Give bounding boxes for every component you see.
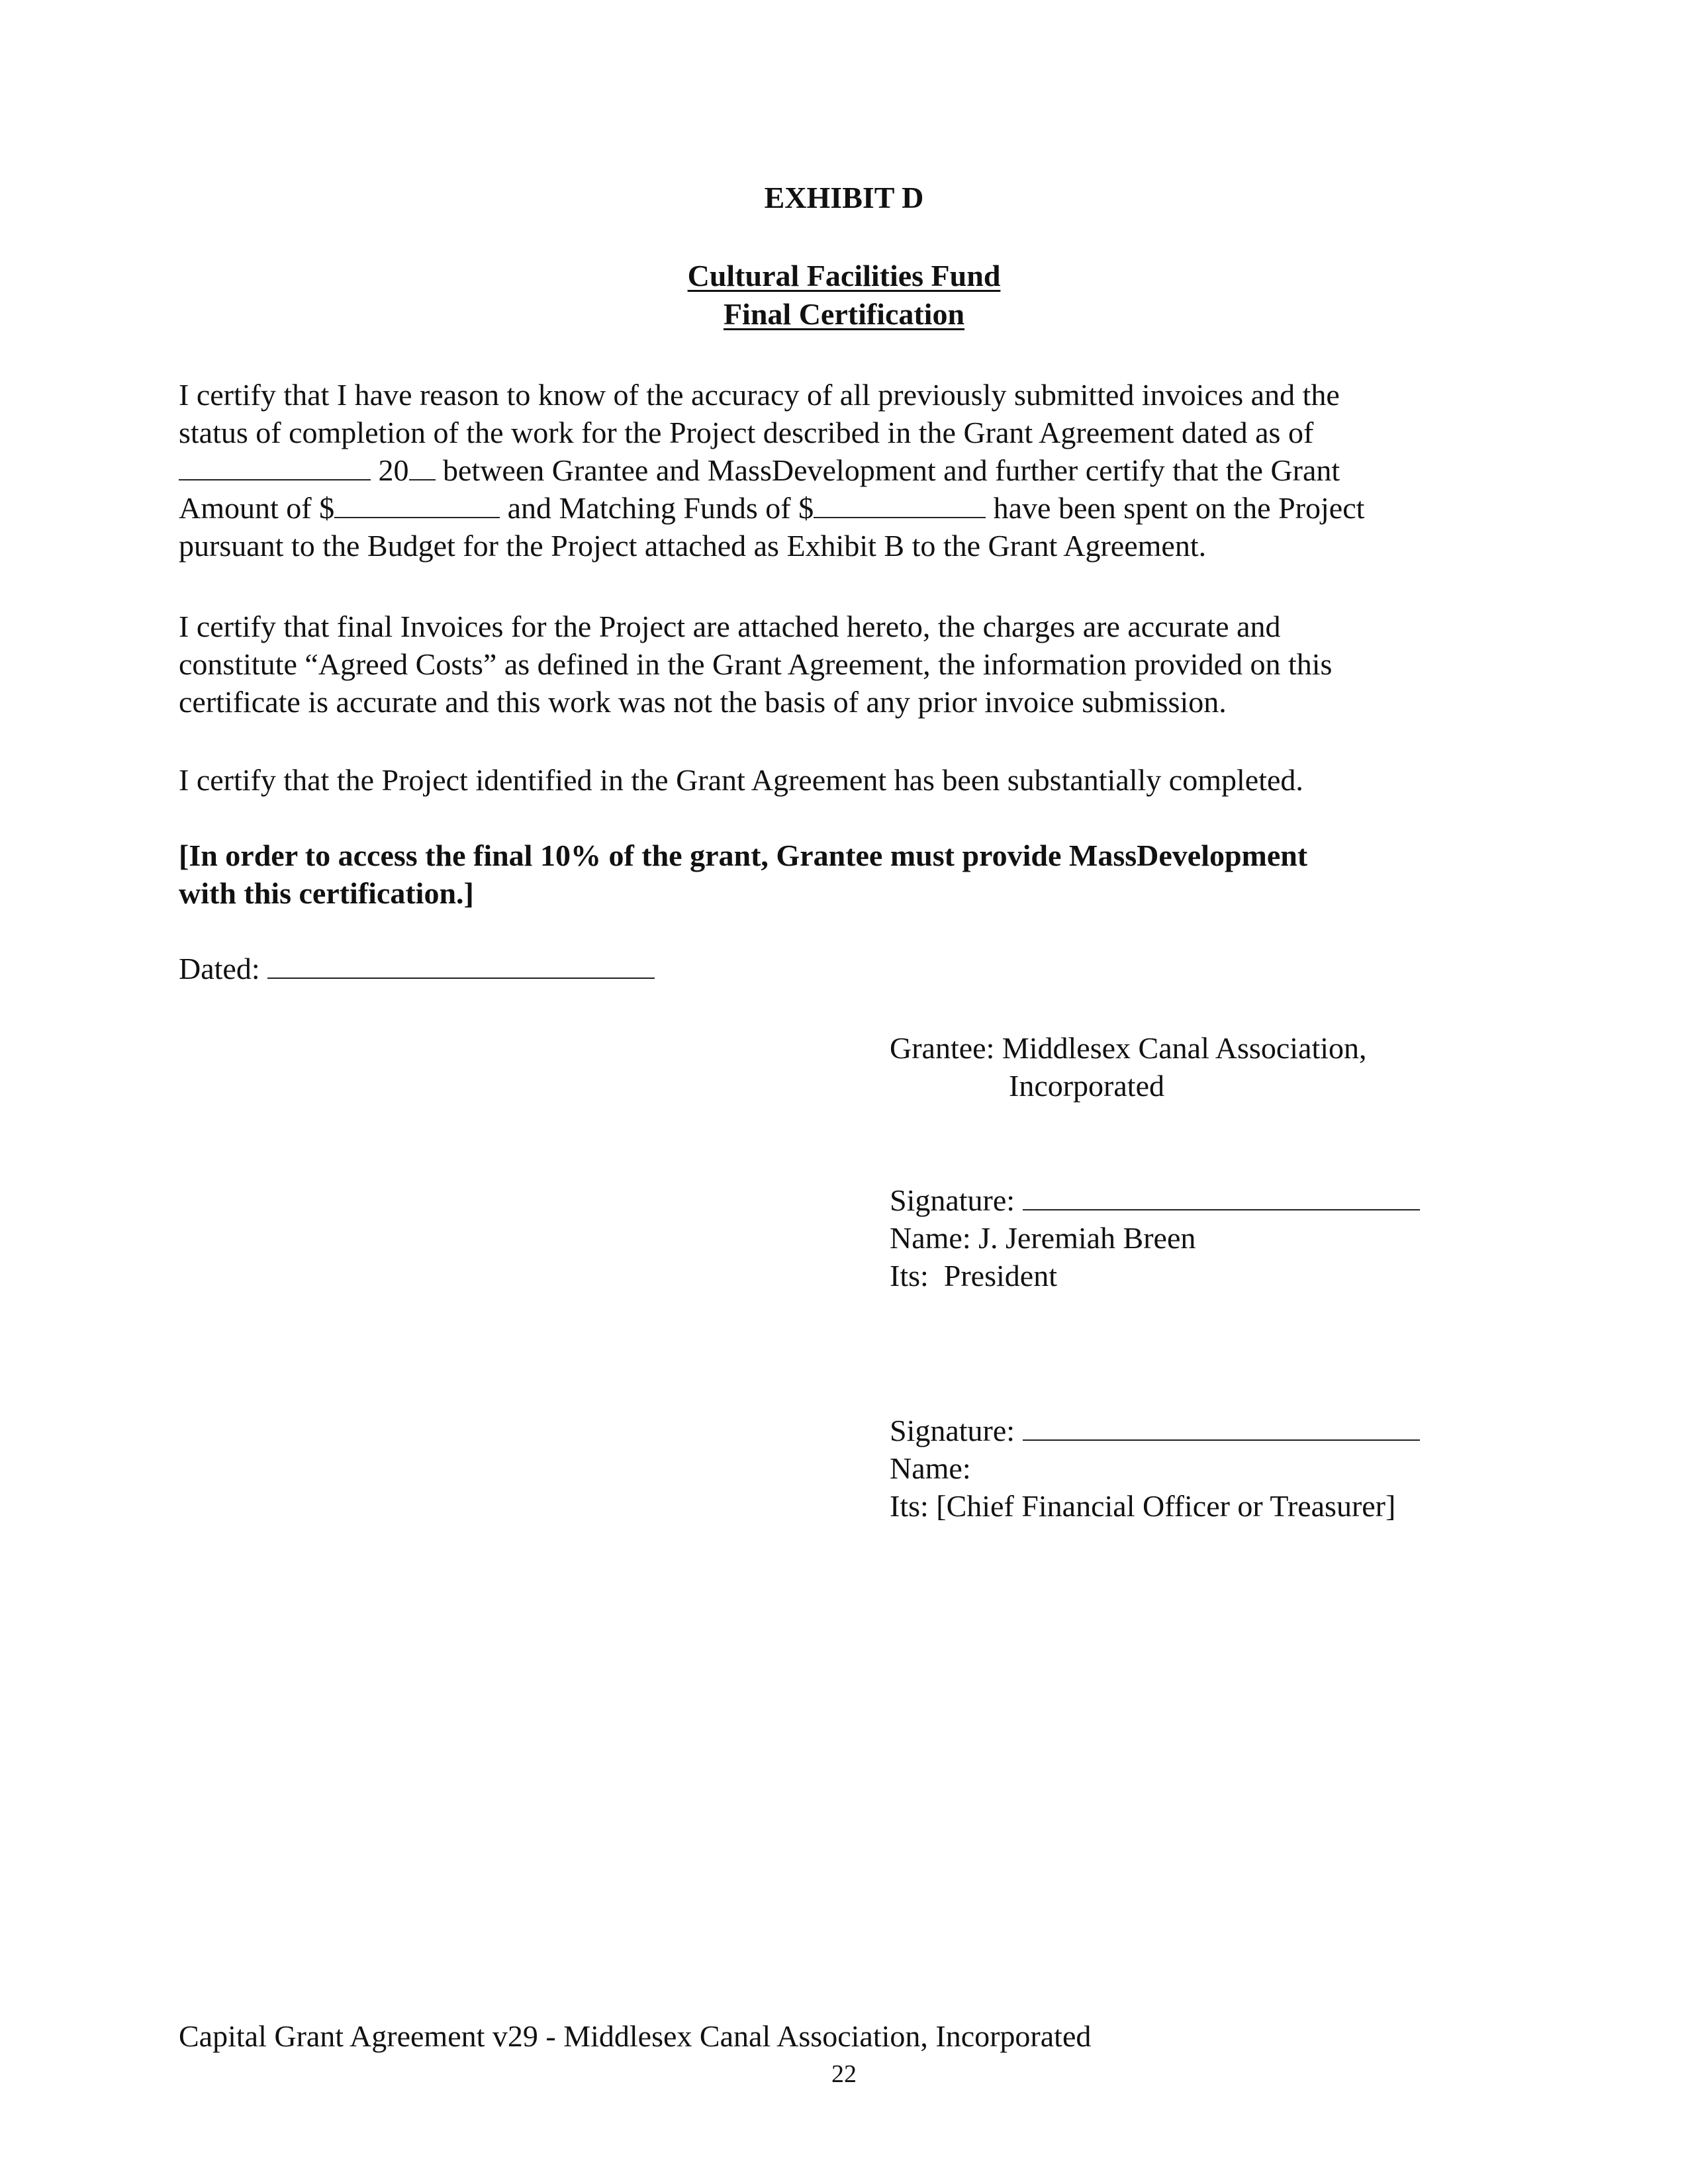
p1-line-5: pursuant to the Budget for the Project attached as Exhibit B to the Grant Agreement. xyxy=(179,529,1207,563)
grantee-block xyxy=(890,1029,1367,1105)
certification-paragraph-2 xyxy=(179,608,1509,721)
footer-text: Capital Grant Agreement v29 - Middlesex Canal Association, Incorporated xyxy=(179,2019,1092,2053)
certification-paragraph-1 xyxy=(179,376,1509,565)
signer-title-1: Its: President xyxy=(890,1259,1057,1293)
grant-amount-blank[interactable] xyxy=(334,490,500,518)
year-prefix: 20 xyxy=(378,453,409,487)
signature-block-2 xyxy=(890,1412,1420,1525)
signer-name-1: Name: J. Jeremiah Breen xyxy=(890,1221,1196,1255)
matching-funds-blank[interactable] xyxy=(814,490,986,518)
p1-line-4-text: have been spent on the Project xyxy=(993,491,1365,525)
signature-label: Signature: xyxy=(890,1183,1015,1217)
dated-field xyxy=(179,951,655,986)
document-title xyxy=(0,257,1688,334)
date-blank[interactable] xyxy=(179,453,371,480)
grantee-line-2: Incorporated xyxy=(1009,1069,1164,1103)
signature-block-1 xyxy=(890,1181,1420,1295)
title-line-2: Final Certification xyxy=(723,297,965,331)
exhibit-heading: EXHIBIT D xyxy=(764,181,924,214)
signer-title-2: Its: [Chief Financial Officer or Treasurer] xyxy=(890,1489,1396,1523)
p4-line-1: [In order to access the final 10% of the grant, Grantee must provide MassDevelopment xyxy=(179,839,1308,872)
grant-amount-label: Amount of $ xyxy=(179,491,335,525)
p1-line-3-text: between Grantee and MassDevelopment and further certify that the Grant xyxy=(443,453,1340,487)
p1-line-1: I certify that I have reason to know of the accuracy of all previously submitted invoices and the xyxy=(179,378,1340,412)
p2-line-3: certificate is accurate and this work was not the basis of any prior invoice submission. xyxy=(179,685,1227,719)
signer-name-2: Name: xyxy=(890,1451,971,1485)
certification-paragraph-3 xyxy=(179,761,1509,799)
dated-label: Dated: xyxy=(179,952,260,985)
year-blank[interactable] xyxy=(409,453,436,480)
p4-line-2: with this certification.] xyxy=(179,876,474,910)
signature-line-2 xyxy=(890,1412,1420,1449)
page-number: 22 xyxy=(831,2060,857,2088)
p2-line-1: I certify that final Invoices for the Project are attached hereto, the charges are accurate and xyxy=(179,610,1281,643)
grantee-line-1: Grantee: Middlesex Canal Association, xyxy=(890,1031,1367,1065)
dated-blank[interactable] xyxy=(267,951,655,979)
p1-line-2: status of completion of the work for the Project described in the Grant Agreement dated as of xyxy=(179,416,1314,449)
matching-funds-label: and Matching Funds of $ xyxy=(507,491,814,525)
grant-access-note xyxy=(179,837,1509,912)
signature-line-1 xyxy=(890,1181,1420,1219)
p1-line-4 xyxy=(179,489,1509,527)
p1-line-3 xyxy=(179,451,1509,489)
signature-label: Signature: xyxy=(890,1414,1015,1447)
signature-blank-2[interactable] xyxy=(1023,1413,1420,1441)
title-line-1: Cultural Facilities Fund xyxy=(687,259,1001,293)
p2-line-2: constitute “Agreed Costs” as defined in the Grant Agreement, the information provided on this xyxy=(179,647,1333,681)
p3-line-1: I certify that the Project identified in the Grant Agreement has been substantially completed. xyxy=(179,763,1303,797)
signature-blank-1[interactable] xyxy=(1023,1183,1420,1210)
